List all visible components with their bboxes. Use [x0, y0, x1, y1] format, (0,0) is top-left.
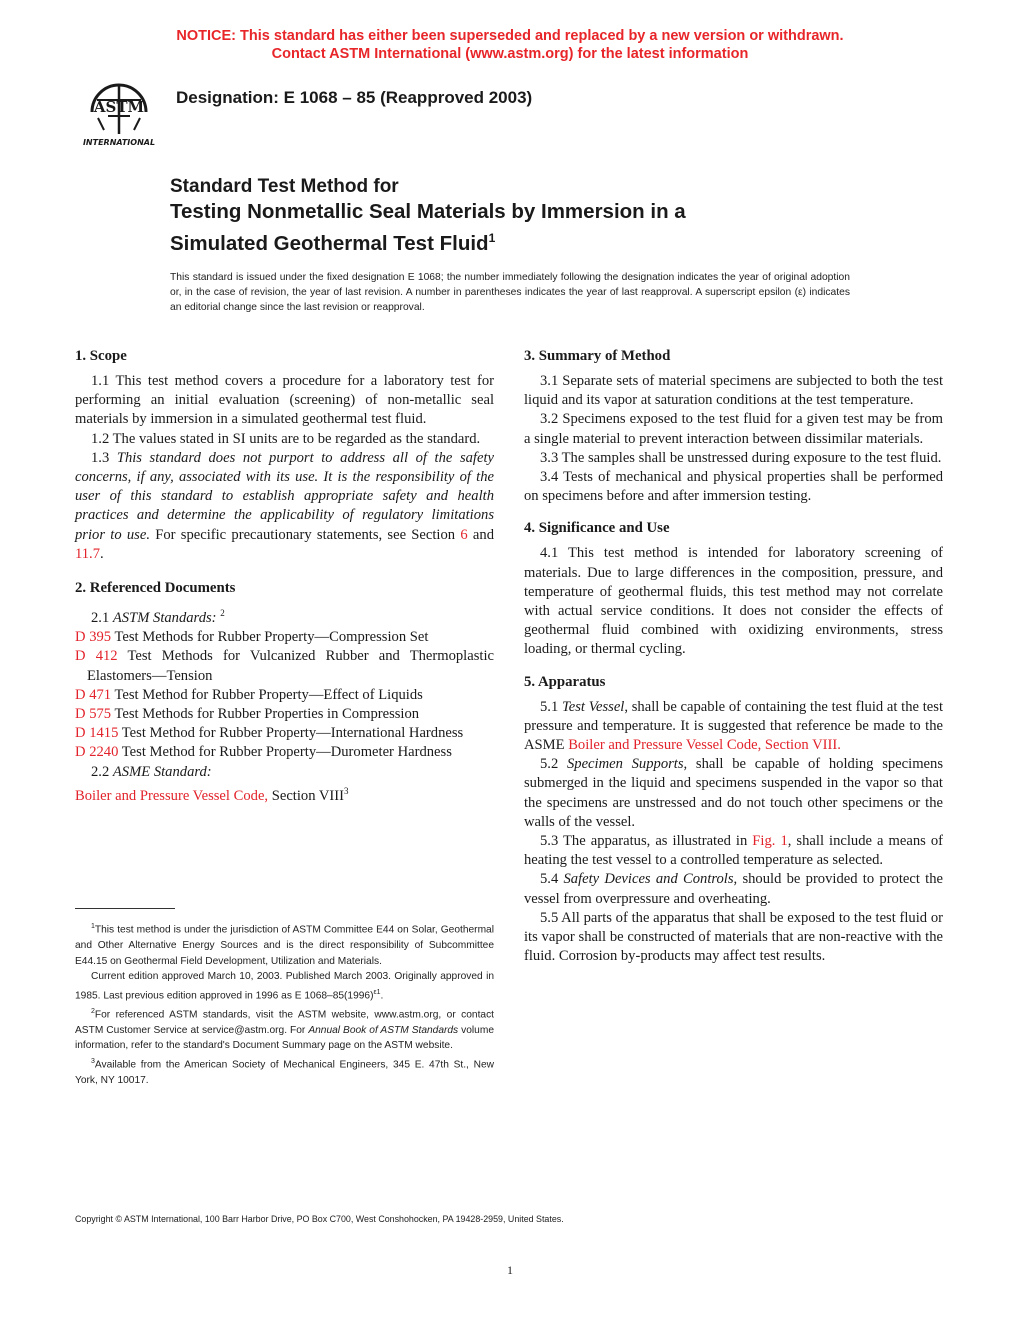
notice-line-2: Contact ASTM International (www.astm.org) for the latest information	[271, 46, 749, 62]
title-footnote-mark: 1	[488, 231, 496, 245]
footnote-1-edition: Current edition approved March 10, 2003. Published March 2003. Originally approved in 1985. Last previous edition approved in 1996 as E $1068-85(1996)^{\varepsilon 1}$.	[75, 971, 494, 1002]
ref-link[interactable]: D 1415	[75, 725, 119, 742]
right-column	[524, 346, 943, 966]
scope-1-1: 1.1 This test method covers a procedure for a laboratory test for performing an initial evaluation (screening) of non-metallic seal materials by immersion in a simulated geothermal test fluid.	[75, 373, 494, 428]
astm-logo-subtext: INTERNATIONAL	[82, 138, 156, 147]
footnote-rule	[75, 908, 175, 909]
ref-link[interactable]: D 471	[75, 686, 112, 703]
summary-3-3: 3.3 The samples shall be unstressed during exposure to the test fluid.	[540, 449, 942, 466]
ref-link[interactable]: D 575	[75, 705, 112, 722]
footnote-1: $^1$This test method is under the jurisdiction of ASTM Committee E44 on Solar, Geothermal and Other Alternative Energy Sources and is the direct responsibility of Subcommittee E44.15 on Geothermal Field Development, Utilization and Materials.	[75, 923, 494, 967]
summary-3-2: 3.2 Specimens exposed to the test fluid for a given test may be from a single material to prevent interaction between dissimilar materials.	[524, 411, 943, 447]
preamble: This standard is issued under the fixed designation E 1068; the number immediately following the designation indicates the year of original adoption or, in the case of revision, the year of last revision. A number in parentheses indicates the year of last reapproval. A superscript epsilon (ε) indicates an editorial change since the last revision or reapproval.	[170, 272, 850, 313]
notice-line-1: NOTICE: This standard has either been superseded and replaced by a new version or withdrawn.	[176, 28, 844, 44]
asme-code-link[interactable]: Boiler and Pressure Vessel Code,	[75, 787, 269, 804]
ref-item: D 471 Test Method for Rubber Property—Effect of Liquids	[75, 686, 423, 703]
footnote-2: $^2$For referenced ASTM standards, visit the ASTM website, www.astm.org, or contact ASTM Customer Service at service@astm.org. For Annual Book of ASTM Standards volume information, refer to the standard's Document Summary page on the ASTM website.	[75, 1007, 495, 1052]
link-section-11-7[interactable]: 11.7	[75, 545, 100, 562]
designation: Designation: E 1068 – 85 (Reapproved 2003)	[176, 88, 533, 107]
apparatus-5-5: 5.5 All parts of the apparatus that shall be exposed to the test fluid or its vapor shall be constructed of materials that are non-reactive with the fluid. Corrosion by-products may affect test results.	[524, 909, 943, 965]
ref-item: D 395 Test Methods for Rubber Property—Compression Set	[75, 629, 429, 646]
ref-item: D 2240 Test Method for Rubber Property—Durometer Hardness	[75, 744, 452, 761]
ref-item: D 575 Test Methods for Rubber Properties in Compression	[75, 705, 420, 722]
asme-code-link[interactable]: Boiler and Pressure Vessel Code, Section VIII.	[568, 737, 841, 754]
section-scope-heading: 1. Scope	[75, 348, 127, 364]
section-summary-heading: 3. Summary of Method	[524, 348, 671, 364]
scope-1-3: 1.3 This standard does not purport to address all of the safety concerns, if any, associated with its use. It is the responsibility of the user of this standard to establish appropriate safety and health practices and determine the applicability of regulatory limitations prior to use. For specific precautionary statements, see Section 6 and 11.7.	[75, 449, 494, 562]
scope-1-2: 1.2 The values stated in SI units are to be regarded as the standard.	[91, 430, 481, 447]
ref-link[interactable]: D 2240	[75, 744, 119, 761]
copyright: Copyright © ASTM International, 100 Barr Harbor Drive, PO Box C700, West Conshohocken, PA 19428-2959, United States.	[75, 1214, 564, 1224]
apparatus-5-1: 5.1 Test Vessel, shall be capable of containing the test fluid at the test pressure and temperature. It is suggested that reference be made to the ASME Boiler and Pressure Vessel Code, Section VIII.	[524, 698, 943, 754]
document-title	[170, 175, 890, 257]
ref-link[interactable]: D 412	[75, 648, 118, 665]
figure-1-link[interactable]: Fig. 1	[752, 833, 788, 850]
ref-item: D 412 Test Methods for Vulcanized Rubber and Thermoplastic Elastomers—Tension	[75, 648, 494, 684]
section-refdocs-heading: 2. Referenced Documents	[75, 580, 236, 597]
summary-3-1: 3.1 Separate sets of material specimens are subjected to both the test liquid and its vapor at saturation conditions at the test temperature.	[524, 373, 943, 409]
footnote-3: $^3$Available from the American Society of Mechanical Engineers, 345 E. 47th St., New York, NY 10017.	[75, 1057, 494, 1086]
link-section-6[interactable]: 6	[460, 526, 468, 543]
footnotes	[75, 919, 494, 1089]
title-line-3: Simulated Geothermal Test Fluid$^1$	[170, 231, 496, 255]
withdrawal-notice	[0, 27, 1020, 63]
apparatus-5-2: 5.2 Specimen Supports, shall be capable of holding specimens submerged in the liquid and specimens suspended in the vapor so that the specimens are unstressed and do not touch other specimens or the walls of the vessel.	[524, 756, 943, 830]
ref-item: D 1415 Test Method for Rubber Property—International Hardness	[75, 725, 464, 742]
refdocs-2-2: 2.2 ASME Standard:	[91, 763, 212, 780]
page-number: 1	[507, 1263, 513, 1277]
title-line-1: Standard Test Method for	[170, 176, 399, 197]
refdocs-2-1: 2.1 ASTM Standards: $^2$	[91, 608, 225, 626]
ref-link[interactable]: D 395	[75, 629, 112, 646]
astm-logo-text: ASTM	[93, 98, 145, 116]
left-column	[75, 346, 494, 806]
significance-4-1: 4.1 This test method is intended for laboratory screening of materials. Due to large differences in the composition, pressure, and temperature of geothermal fluids, this test method may not correlate with actual service conditions. It does not consider the effects of geothermal fluid combined with oxidizing environments, stress loading, or thermal cycling.	[524, 545, 943, 658]
section-significance-heading: 4. Significance and Use	[524, 520, 670, 537]
title-line-2: Testing Nonmetallic Seal Materials by Immersion in a	[170, 200, 686, 223]
apparatus-5-4: 5.4 Safety Devices and Controls, should be provided to protect the vessel from overpressure and overheating.	[524, 871, 943, 907]
summary-3-4: 3.4 Tests of mechanical and physical properties shall be performed on specimens before and after immersion testing.	[524, 469, 943, 505]
apparatus-5-3: 5.3 The apparatus, as illustrated in Fig. 1, shall include a means of heating the test vessel to a controlled temperature as selected.	[524, 833, 943, 869]
asme-reference: Boiler and Pressure Vessel Code, Section VIII$^3$	[75, 785, 349, 804]
astm-logo	[74, 74, 164, 150]
section-apparatus-heading: 5. Apparatus	[524, 673, 606, 690]
